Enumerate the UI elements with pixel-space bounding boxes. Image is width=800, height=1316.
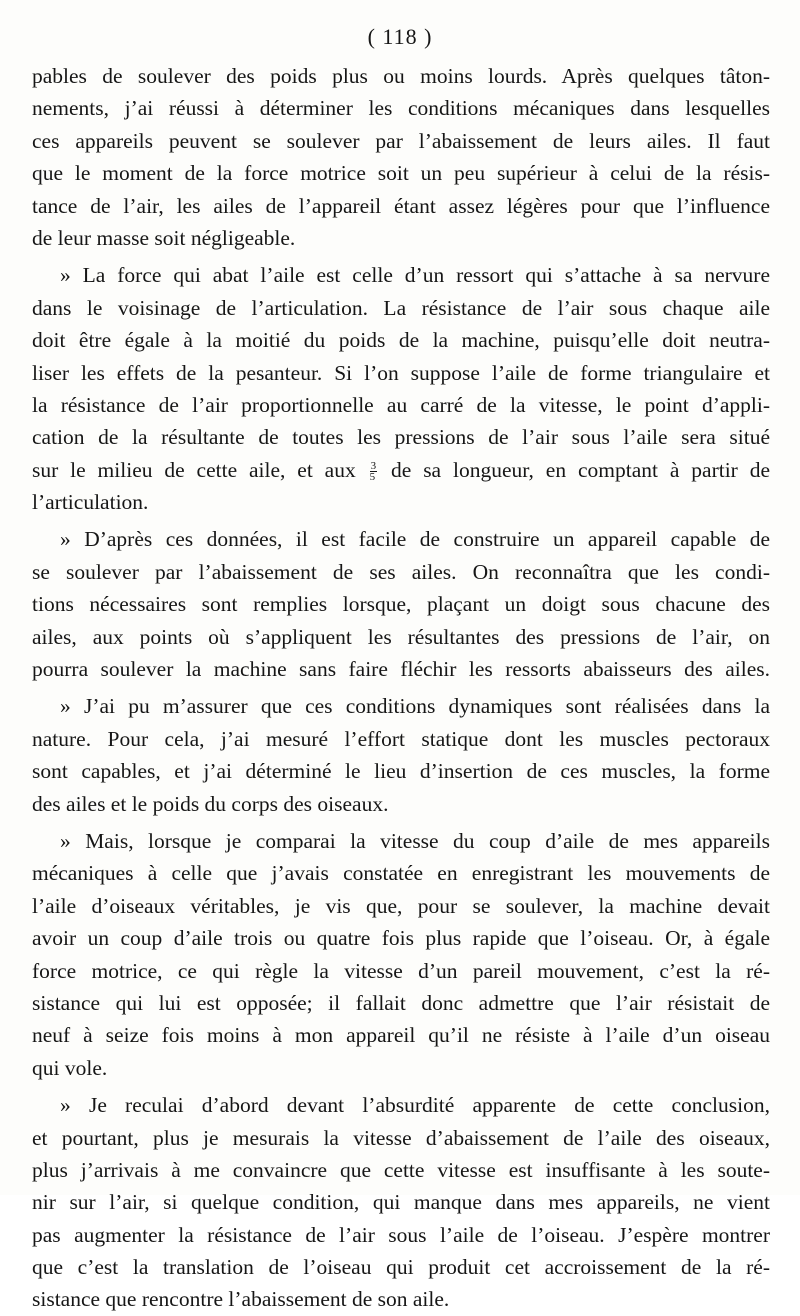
text-line: tions nécessaires sont remplies lorsque, plaçant un doigt sous chacune des xyxy=(32,592,770,617)
text-line: que c’est la translation de l’oiseau qui produit cet accroissement de la ré- xyxy=(32,1255,770,1280)
fraction-three-fifths xyxy=(370,461,378,482)
fraction-denominator: 5 xyxy=(369,471,376,484)
text-line: mécaniques à celle que j’avais constatée en enregistrant les mouvements de xyxy=(32,861,770,886)
text-line: » La force qui abat l’aile est celle d’un ressort qui s’attache à sa nervure xyxy=(60,263,770,288)
page-number: ( 118 ) xyxy=(367,24,433,49)
text-line: des ailes et le poids du corps des oiseaux. xyxy=(32,791,389,816)
text-line: doit être égale à la moitié du poids de la machine, puisqu’elle doit neutra- xyxy=(32,328,770,353)
text-line: l’aile d’oiseaux véritables, je vis que, pour se soulever, la machine devait xyxy=(32,893,770,918)
text-line: l’articulation. xyxy=(32,490,149,515)
text-line: force motrice, ce qui règle la vitesse d’un pareil mouvement, c’est la ré- xyxy=(32,958,770,983)
text-line: tance de l’air, les ailes de l’appareil étant assez légères pour que l’influence xyxy=(32,193,770,218)
fraction-line-before: sur le milieu de cette aile, et aux xyxy=(32,457,356,482)
text-line: nature. Pour cela, j’ai mesuré l’effort statique dont les muscles pectoraux xyxy=(32,726,770,751)
text-line: » J’ai pu m’assurer que ces conditions dynamiques sont réalisées dans la xyxy=(60,694,770,719)
text-line: avoir un coup d’aile trois ou quatre fois plus rapide que l’oiseau. Or, à égale xyxy=(32,926,770,951)
text-line: nements, j’ai réussi à déterminer les conditions mécaniques dans lesquelles xyxy=(32,96,770,121)
text-line-with-fraction xyxy=(32,454,770,486)
paragraph-1 xyxy=(32,60,770,254)
fraction-line-after: de sa longueur, en comptant à partir de xyxy=(391,457,771,482)
paragraph-4 xyxy=(32,690,770,820)
text-line: sistance qui lui est opposée; il fallait donc admettre que l’air résistait de xyxy=(32,990,770,1015)
text-line: de leur masse soit négligeable. xyxy=(32,225,296,250)
text-line: sont capables, et j’ai déterminé le lieu d’insertion de ces muscles, la forme xyxy=(32,759,770,784)
fraction-numerator: 3 xyxy=(370,460,377,473)
text-line: dans le voisinage de l’articulation. La résistance de l’air sous chaque aile xyxy=(32,295,770,320)
text-line: neuf à seize fois moins à mon appareil qu’il ne résiste à l’aile d’un oiseau xyxy=(32,1023,770,1048)
paragraph-5 xyxy=(32,825,770,1084)
paragraph-3 xyxy=(32,523,770,685)
text-line: pables de soulever des poids plus ou moins lourds. Après quelques tâton- xyxy=(32,64,770,88)
text-line: la résistance de l’air proportionnelle au carré de la vitesse, le point d’appli- xyxy=(32,392,770,417)
text-line: ces appareils peuvent se soulever par l’abaissement de leurs ailes. Il faut xyxy=(32,128,770,153)
text-line: pas augmenter la résistance de l’air sous l’aile de l’oiseau. J’espère montrer xyxy=(32,1222,770,1247)
paragraph-2 xyxy=(32,259,770,518)
text-line: qui vole. xyxy=(32,1055,108,1080)
text-line: nir sur l’air, si quelque condition, qui manque dans mes appareils, ne vient xyxy=(32,1190,770,1215)
text-line: plus j’arrivais à me convaincre que cette vitesse est insuffisante à les soute- xyxy=(32,1157,770,1182)
text-line: sistance que rencontre l’abaissement de son aile. xyxy=(32,1287,450,1312)
paragraph-6 xyxy=(32,1089,770,1316)
text-line: ailes, aux points où s’appliquent les résultantes des pressions de l’air, on xyxy=(32,624,770,649)
text-line: » Je reculai d’abord devant l’absurdité apparente de cette conclusion, xyxy=(60,1093,770,1118)
text-line: » Mais, lorsque je comparai la vitesse du coup d’aile de mes appareils xyxy=(60,828,770,853)
text-line: pourra soulever la machine sans faire fléchir les ressorts abaisseurs des ailes. xyxy=(32,657,770,682)
text-line: se soulever par l’abaissement de ses ailes. On reconnaîtra que les condi- xyxy=(32,559,770,584)
text-line: liser les effets de la pesanteur. Si l’on suppose l’aile de forme triangulaire et xyxy=(32,360,770,385)
text-line: et pourtant, plus je mesurais la vitesse d’abaissement de l’aile des oiseaux, xyxy=(32,1125,770,1150)
text-line: que le moment de la force motrice soit un peu supérieur à celui de la résis- xyxy=(32,161,770,186)
text-line: cation de la résultante de toutes les pressions de l’air sous l’aile sera situé xyxy=(32,425,770,450)
text-line: » D’après ces données, il est facile de construire un appareil capable de xyxy=(60,527,770,552)
body-text xyxy=(32,60,770,1316)
